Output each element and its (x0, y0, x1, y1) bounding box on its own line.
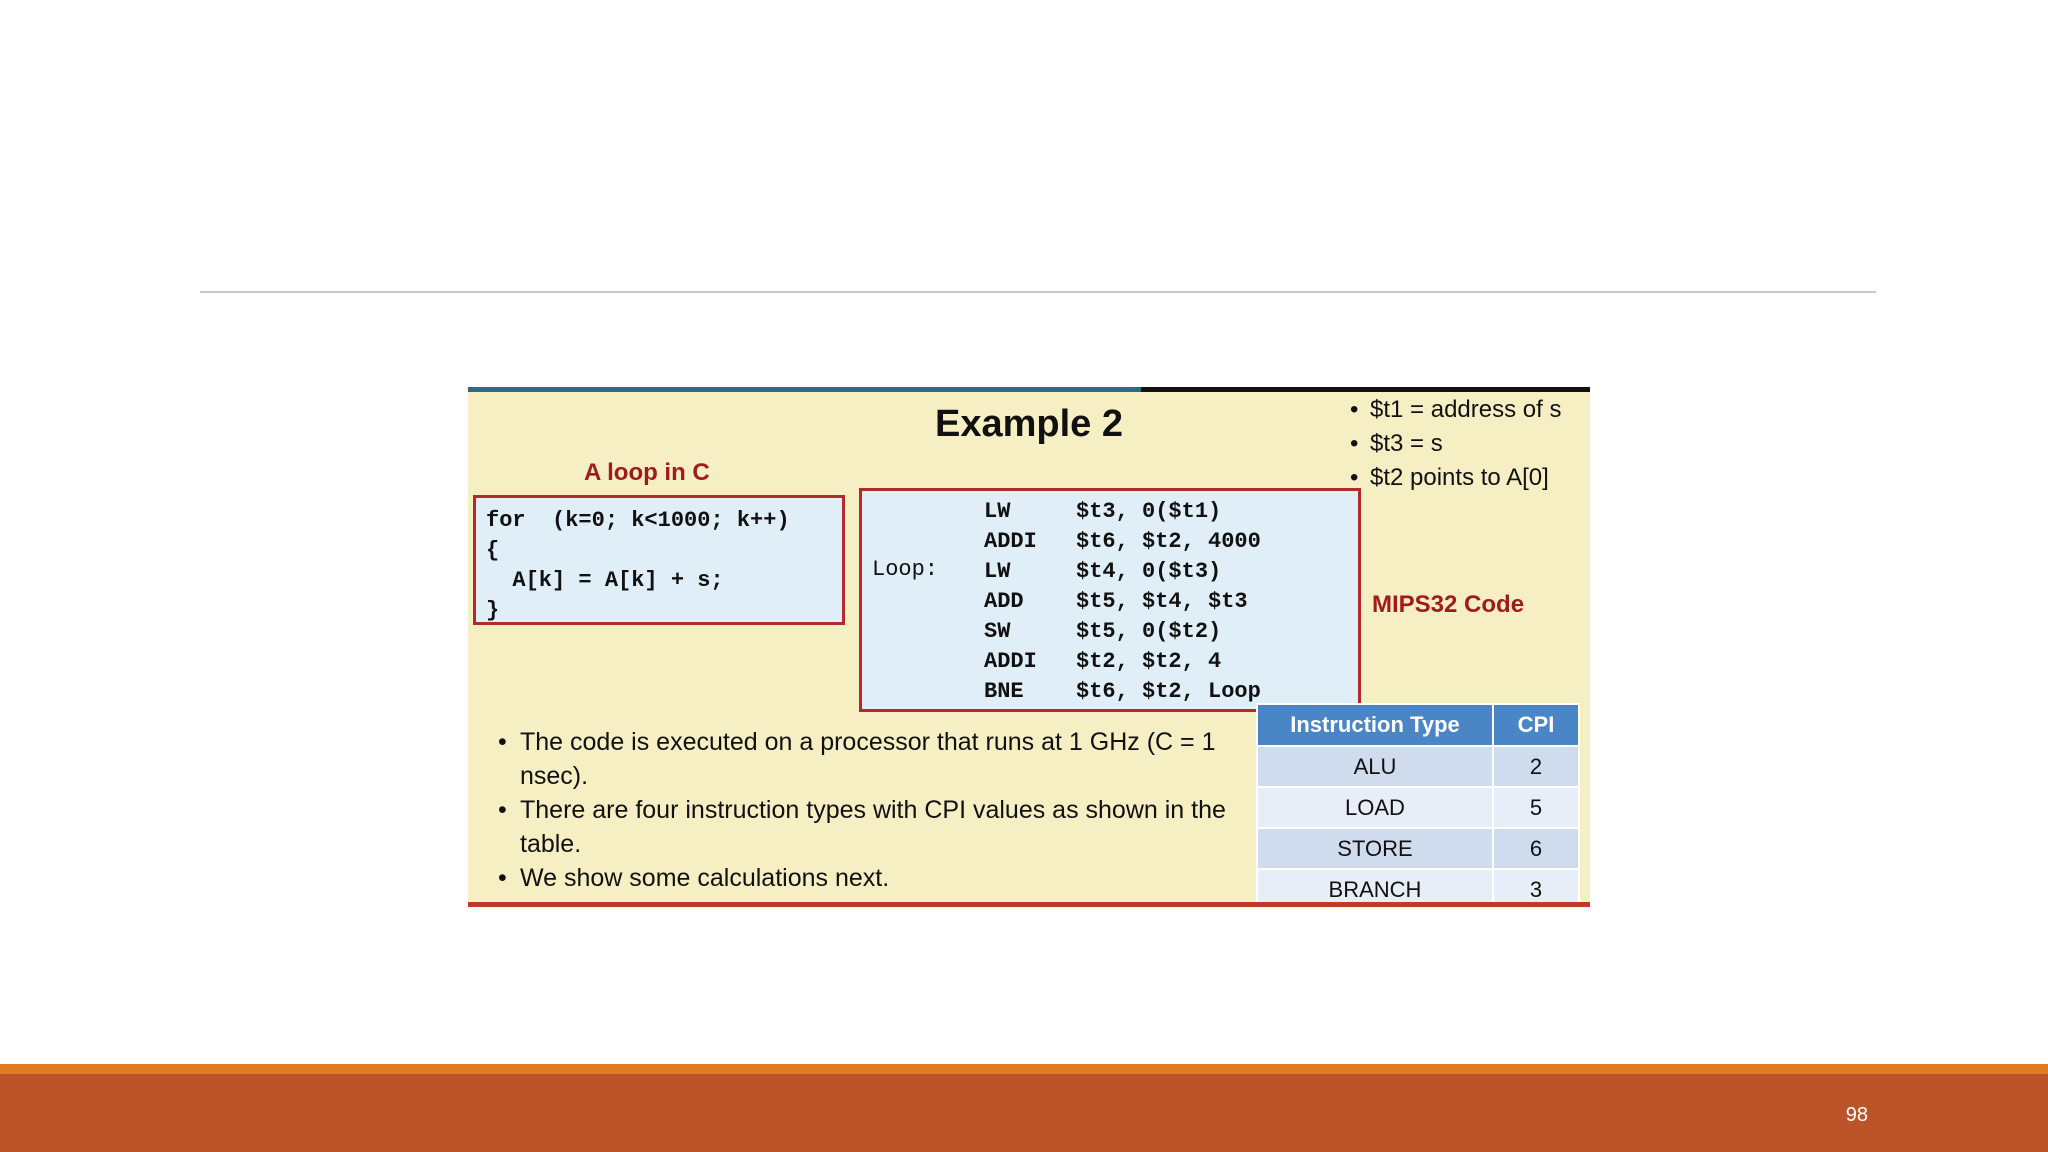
asm-opcode: BNE (984, 679, 1024, 704)
embedded-slide (468, 387, 1590, 907)
bullet-list (498, 725, 1238, 895)
asm-operands: $t3, 0($t1) (1076, 499, 1222, 524)
asm-line (984, 677, 1261, 707)
table-row (1257, 787, 1579, 828)
asm-operands: $t6, $t2, Loop (1076, 679, 1261, 704)
header-divider (200, 291, 1876, 293)
asm-line (984, 647, 1221, 677)
asm-operands: $t4, 0($t3) (1076, 559, 1222, 584)
bullet-item: • There are four instruction types with CPI values as shown in the table. (498, 793, 1238, 861)
table-row (1257, 746, 1579, 787)
register-note: • $t3 = s (1348, 427, 1561, 461)
c-code-line: { (486, 538, 500, 563)
loop-label: Loop: (872, 557, 939, 582)
asm-opcode: SW (984, 619, 1011, 644)
table-cell: 3 (1493, 869, 1579, 907)
table-cell: BRANCH (1257, 869, 1493, 907)
asm-opcode: LW (984, 559, 1011, 584)
register-note: • $t2 points to A[0] (1348, 461, 1561, 495)
c-code-line: for (k=0; k<1000; k++) (486, 508, 790, 533)
asm-operands: $t5, 0($t2) (1076, 619, 1222, 644)
c-loop-label: A loop in C (584, 459, 710, 486)
page-number: 98 (1845, 1104, 1868, 1126)
footer-accent-strip (0, 1064, 2048, 1074)
register-notes (1348, 393, 1561, 495)
asm-line (984, 617, 1221, 647)
bullet-item: • We show some calculations next. (498, 861, 1238, 895)
slide-title: Example 2 (935, 403, 1123, 445)
cpi-table (1256, 703, 1580, 907)
asm-opcode: ADD (984, 589, 1024, 614)
asm-opcode: LW (984, 499, 1011, 524)
table-cell: 5 (1493, 787, 1579, 828)
table-cell: 2 (1493, 746, 1579, 787)
table-header-row (1257, 704, 1579, 746)
table-cell: LOAD (1257, 787, 1493, 828)
asm-operands: $t2, $t2, 4 (1076, 649, 1222, 674)
asm-operands: $t6, $t2, 4000 (1076, 529, 1261, 554)
c-code-box (473, 495, 845, 625)
footer-bar (0, 1074, 2048, 1152)
table-cell: 6 (1493, 828, 1579, 869)
c-code-line: } (486, 598, 500, 623)
table-row (1257, 828, 1579, 869)
bullet-item: • The code is executed on a processor that runs at 1 GHz (C = 1 nsec). (498, 725, 1238, 793)
asm-line (984, 557, 1221, 587)
column-header-instruction-type: Instruction Type (1257, 704, 1493, 746)
slide-bottom-bar (468, 902, 1590, 907)
c-code-line: A[k] = A[k] + s; (486, 568, 724, 593)
column-header-cpi: CPI (1493, 704, 1579, 746)
asm-operands: $t5, $t4, $t3 (1076, 589, 1248, 614)
mips-code-label: MIPS32 Code (1372, 591, 1525, 618)
mips-code-box (859, 488, 1361, 712)
asm-opcode: ADDI (984, 649, 1037, 674)
asm-line (984, 497, 1221, 527)
asm-opcode: ADDI (984, 529, 1037, 554)
register-note: • $t1 = address of s (1348, 393, 1561, 427)
slide-top-bar (468, 387, 1590, 392)
table-cell: ALU (1257, 746, 1493, 787)
asm-line (984, 587, 1248, 617)
asm-line (984, 527, 1261, 557)
table-cell: STORE (1257, 828, 1493, 869)
